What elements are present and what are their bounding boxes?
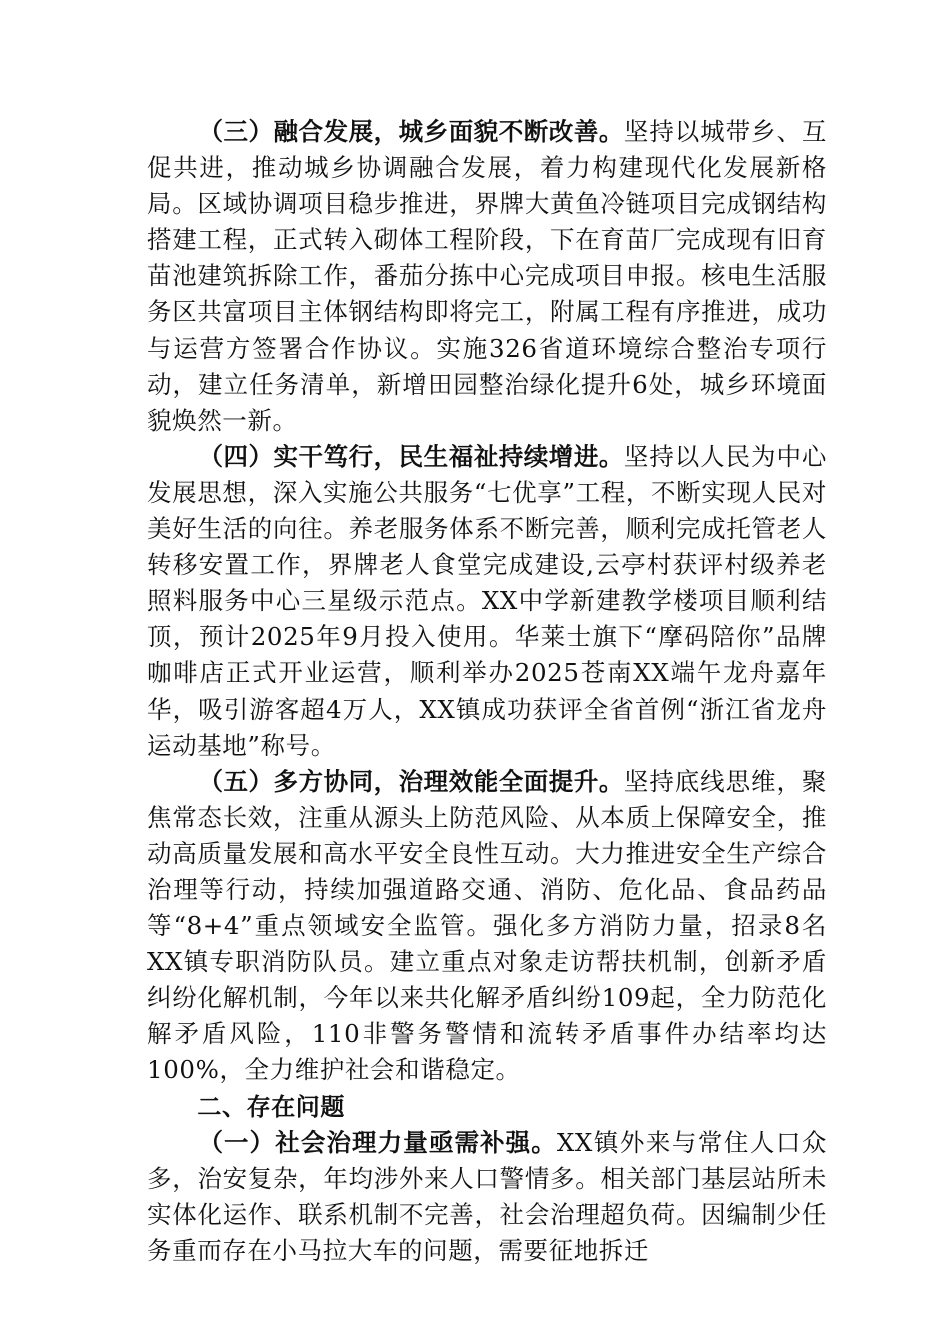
paragraph-livelihood [147,439,827,764]
section-heading: 二、存在问题 [197,1092,345,1121]
paragraph-lead: （四）实干笃行，民生福祉持续增进。 [198,441,624,471]
paragraph-body: XX镇外来与常住人口众多，治安复杂，年均涉外来人口警情多。相关部门基层站所未实体化运作、联系机制不完善，社会治理超负荷。因编制少任务重而存在小马拉大车的问题，需要征地拆迁 [147,1127,827,1265]
document-body [147,114,827,1269]
paragraph-problem-governance-force [147,1125,827,1269]
paragraph-body: 坚持以人民为中心发展思想，深入实施公共服务“七优享”工程，不断实现人民对美好生活的向往。养老服务体系不断完善，顺利完成托管老人转移安置工作，界牌老人食堂完成建设,云亭村获评村级养老照料服务中心三星级示范点。XX中学新建教学楼项目顺利结顶，预计2025年9月投入使用。华莱士旗下“摩码陪你”品牌咖啡店正式开业运营，顺利举办2025苍南XX端午龙舟嘉年华，吸引游客超4万人，XX镇成功获评全省首例“浙江省龙舟运动基地”称号。 [147,441,827,760]
paragraph-body: 坚持底线思维，聚焦常态长效，注重从源头上防范风险、从本质上保障安全，推动高质量发展和高水平安全良性互动。大力推进安全生产综合治理等行动，持续加强道路交通、消防、危化品、食品药品等“8+4”重点领域安全监管。强化多方消防力量，招录8名XX镇专职消防队员。建立重点对象走访帮扶机制，创新矛盾纠纷化解机制，今年以来共化解矛盾纠纷109起，全力防范化解矛盾风险，110非警务警情和流转矛盾事件办结率均达100%，全力维护社会和谐稳定。 [147,766,827,1085]
paragraph-lead: （三）融合发展，城乡面貌不断改善。 [198,117,624,146]
paragraph-integration-development [147,114,827,439]
paragraph-lead: （一）社会治理力量亟需补强。 [198,1127,557,1157]
paragraph-governance [147,764,827,1089]
paragraph-lead: （五）多方协同，治理效能全面提升。 [198,766,624,796]
paragraph-body: 坚持以城带乡、互促共进，推动城乡协调融合发展，着力构建现代化发展新格局。区域协调项目稳步推进，界牌大黄鱼冷链项目完成钢结构搭建工程，正式转入砌体工程阶段，下在育苗厂完成现有旧育苗池建筑拆除工作，番茄分拣中心完成项目申报。核电生活服务区共富项目主体钢结构即将完工，附属工程有序推进，成功与运营方签署合作协议。实施326省道环境综合整治专项行动，建立任务清单，新增田园整治绿化提升6处，城乡环境面貌焕然一新。 [147,117,827,435]
